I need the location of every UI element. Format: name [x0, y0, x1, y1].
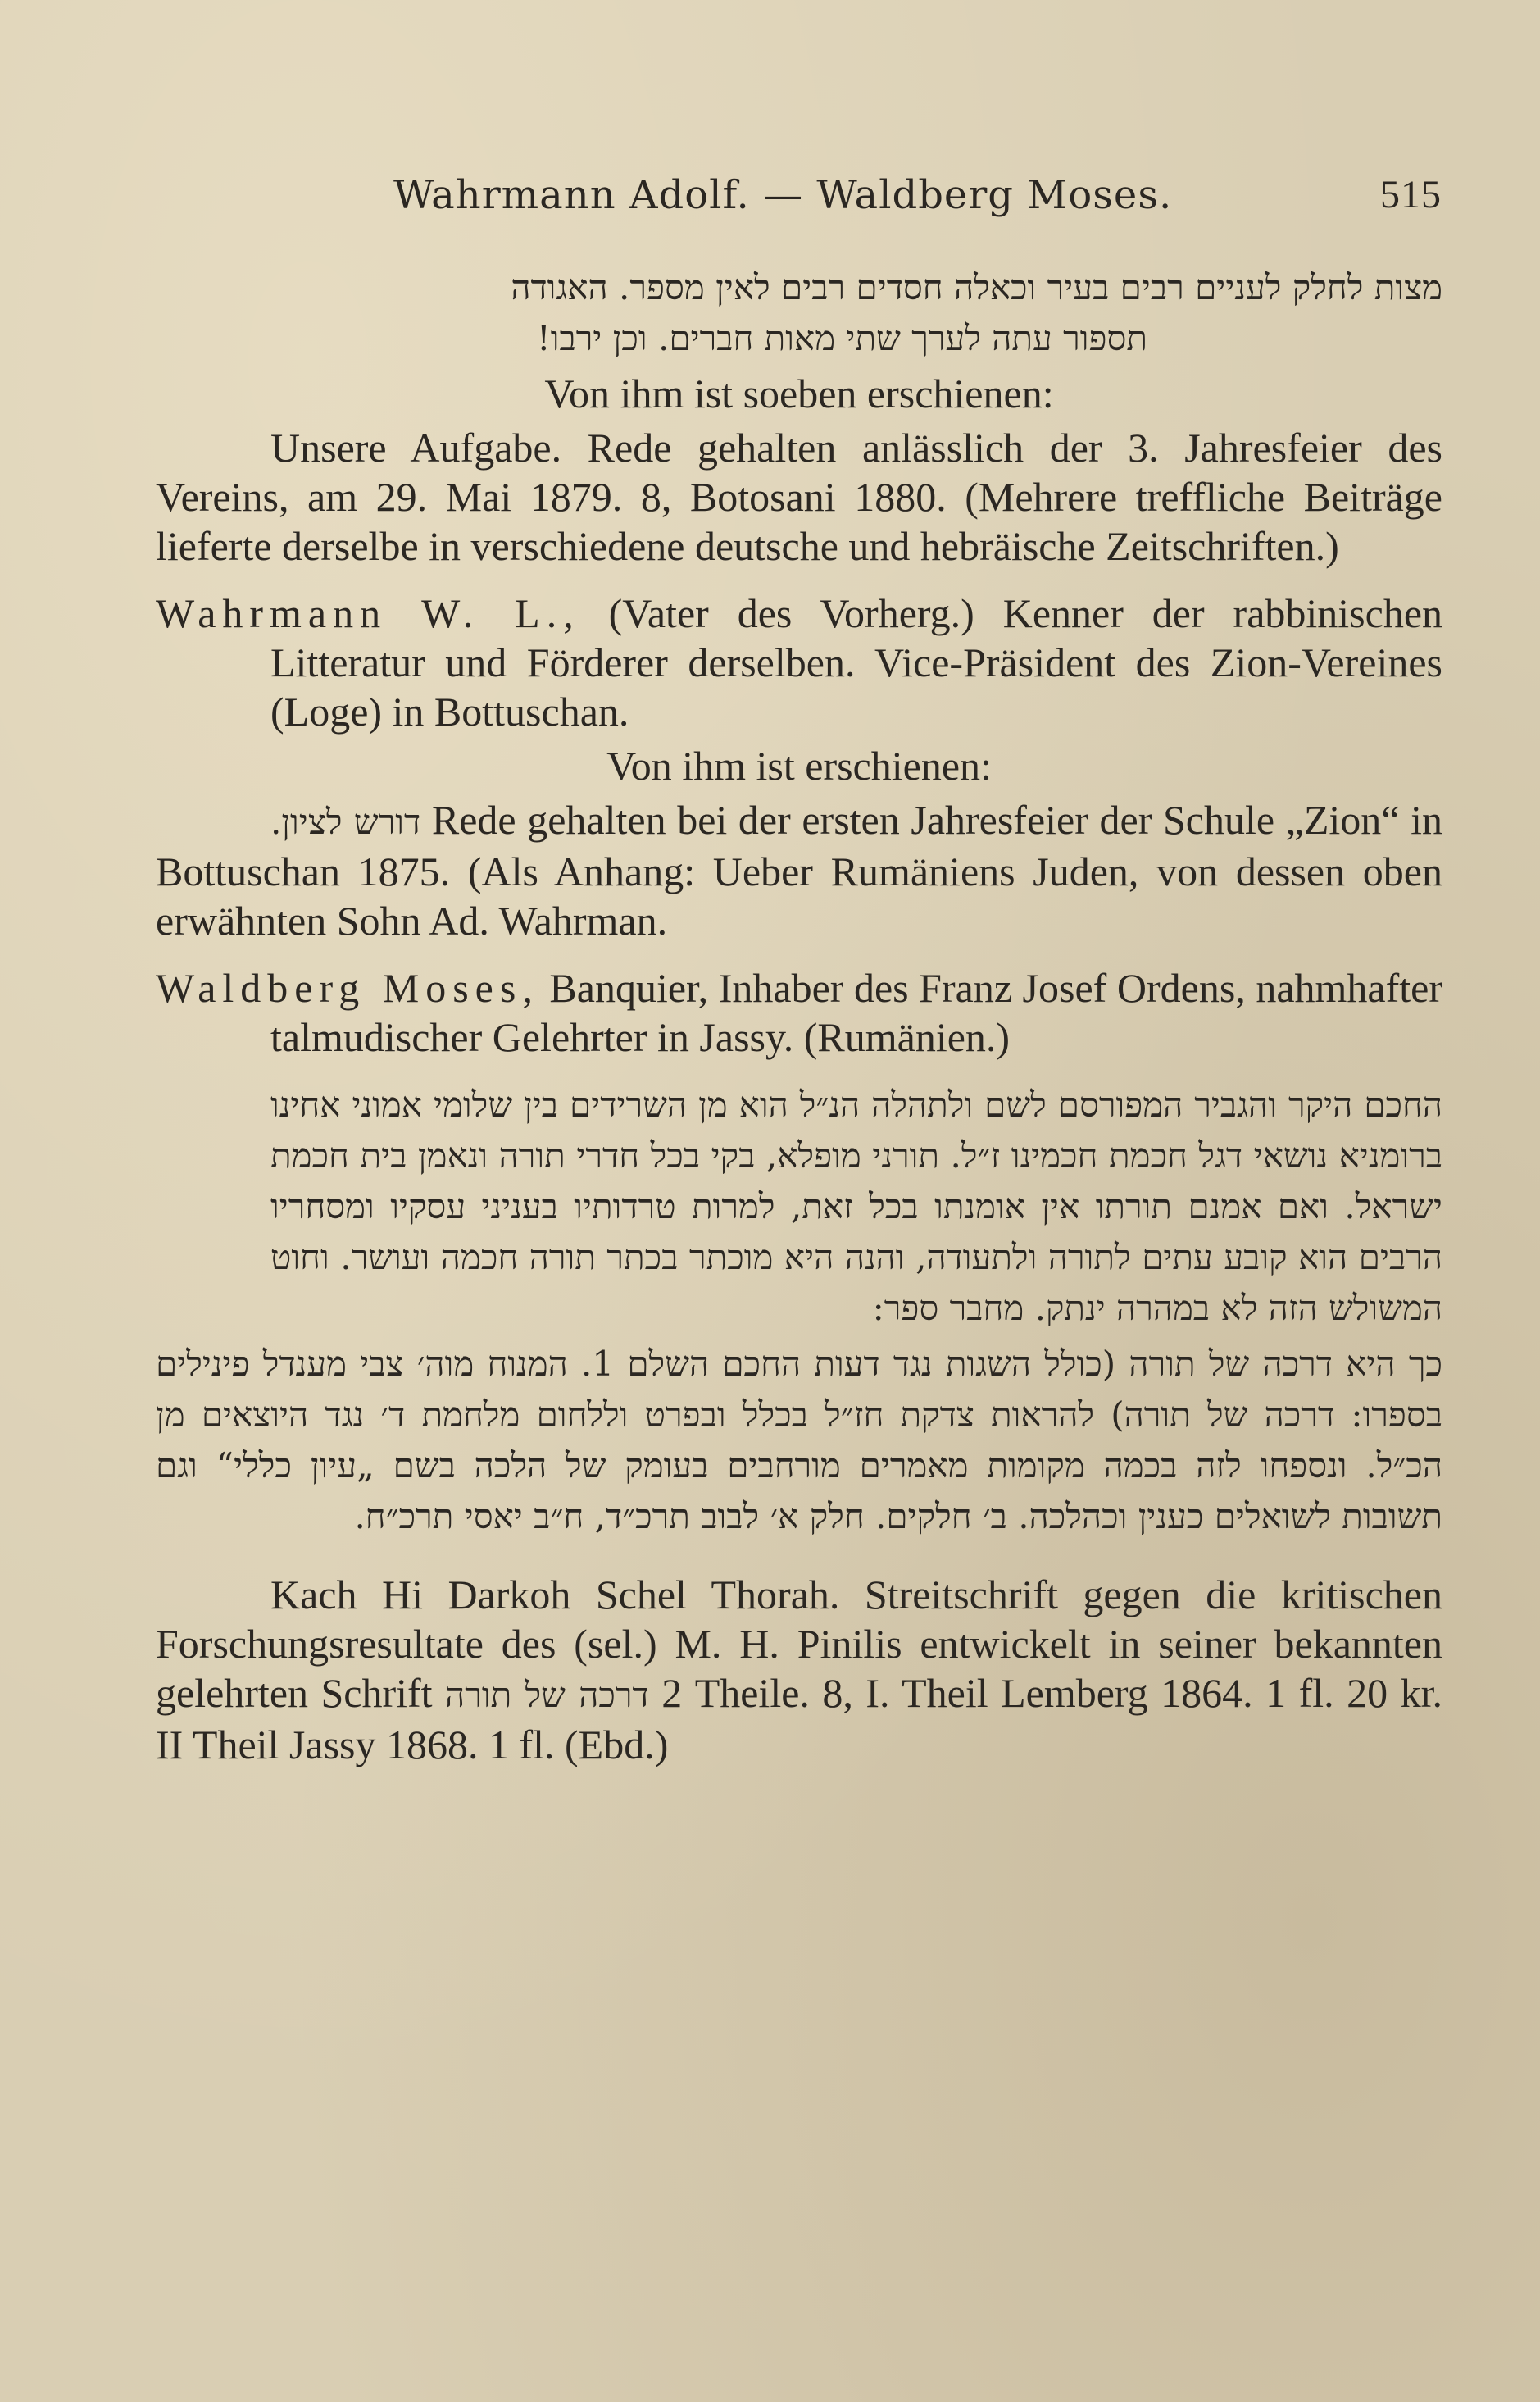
biography-entry — [156, 963, 1442, 1062]
publication-text: 2 Theile. 8, I. Theil Lemberg 1864. 1 fl. 20 kr. II Theil Jassy 1868. 1 fl. (Ebd.) — [156, 1670, 1442, 1767]
section-subheading: Von ihm ist erschienen: — [606, 743, 992, 789]
running-header — [393, 172, 1442, 230]
entry-text: Banquier, Inhaber des Franz Josef Ordens, nahmhafter talmudischer Gelehrter in Jassy. (Rumänien.) — [270, 965, 1442, 1060]
hebrew-title: דורש לציון. — [270, 802, 421, 842]
publication-entry — [156, 1570, 1442, 1769]
hebrew-paragraph: החכם היקר והגביר המפורסם לשם ולתהלה הנ״ל הוא מן השרידים בין שלומי אמוני אחינו ברומניא נושאי דגל חכמת חכמינו ז״ל. תורני מופלא, בקי בכל חדרי תורה ונאמן בית חכמת ישראל. ואם אמנם תורתו אין אומנתו בכל זאת, למרות טרדותיו בעניני עסקיו ומסחריו הרבים הוא קובע עתים לתורה ולתעודה, והנה היא מוכתר בכתר תורה חכמה ועושר. וחוט המשולש הזה לא במהרה ינתק. מחבר ספר: — [270, 1085, 1442, 1328]
header-title: Wahrmann Adolf. — Waldberg Moses. — [393, 172, 1173, 218]
hebrew-line: תספור עתה לערך שתי מאות חברים. וכן ירבו! — [536, 318, 1147, 358]
publication-text: Kach Hi Darkoh Schel Thorah. Streitschrift gegen die kritischen Forschungsresultate des (sel.) M. H. Pinilis entwickelt in seiner bekannten gelehrten Schrift — [156, 1572, 1442, 1716]
publication-text: Rede gehalten bei der ersten Jahresfeier der Schule „Zion“ in Bottuschan 1875. (Als Anhang: Ueber Rumäniens Juden, von dessen oben erwähnten Sohn Ad. Wahrman. — [156, 797, 1442, 944]
entry-text: (Vater des Vorherg.) Kenner der rabbinischen Litteratur und Förderer derselben. Vice-Präsident des Zion-Vereines (Loge) in Bottuschan. — [270, 590, 1443, 735]
page-number: 515 — [1380, 173, 1442, 216]
publication-text: Unsere Aufgabe. Rede gehalten anlässlich der 3. Jahresfeier des Vereins, am 29. Mai 1879. 8, Botosani 1880. (Mehrere treffliche Beiträge lieferte derselbe in verschiedene deutsche und hebräische Zeitschriften.) — [156, 425, 1442, 569]
publication-entry — [156, 423, 1442, 571]
section-subheading: Von ihm ist soeben erschienen: — [544, 371, 1054, 416]
publication-entry — [156, 795, 1442, 945]
hebrew-title: דרכה של תורה — [445, 1675, 649, 1715]
entry-name: Waldberg Moses, — [156, 965, 539, 1011]
page-body — [156, 262, 1442, 1769]
biography-entry — [156, 589, 1442, 736]
entry-name: Wahrmann W. L., — [156, 590, 580, 636]
hebrew-line: מצות לחלק לעניים רבים בעיר וכאלה חסדים רבים לאין מספר. האגודה — [511, 267, 1442, 307]
hebrew-paragraph: כך היא דרכה של תורה (כולל השגות נגד דעות החכם השלם 1. המנוח מוה׳ צבי מענדל פינילים בספרו: דרכה של תורה) להראות צדקת חז״ל בכלל ובפרט וללחום מלחמת ד׳ נגד היוצאים מן הכ״ל. ונספחו לזה בכמה מקומות מאמרים מורחבים בעומק של הלכה בשם „עיון כללי“ וגם תשובות לשואלים כענין וכהלכה. ב׳ חלקים. חלק א׳ לבוב תרכ״ד, ח״ב יאסי תרכ״ח. — [156, 1344, 1442, 1536]
